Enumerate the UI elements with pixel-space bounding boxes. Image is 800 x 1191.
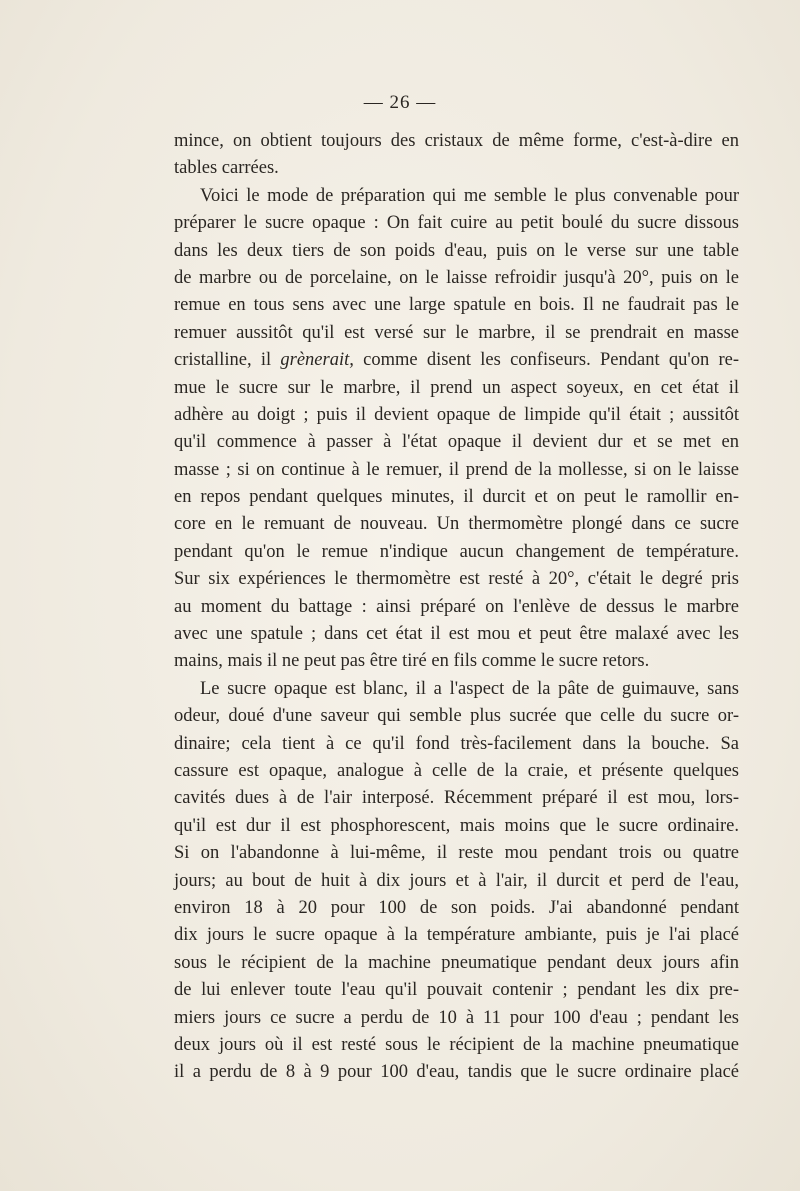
text-line: Sur six expériences le thermomètre est resté à 20°, c'était le degré pris bbox=[174, 569, 739, 590]
text-line: jours; au bout de huit à dix jours et à l'air, il durcit et perd de l'eau, bbox=[174, 870, 739, 891]
text-line: dinaire; cela tient à ce qu'il fond très-facilement dans la bouche. Sa bbox=[174, 733, 739, 754]
text-line: sous le récipient de la machine pneumatique pendant deux jours afin bbox=[174, 952, 739, 973]
text-line: remuer aussitôt qu'il est versé sur le marbre, il se prendrait en masse bbox=[174, 322, 739, 343]
text-line: mince, on obtient toujours des cristaux de même forme, c'est-à-dire en bbox=[174, 131, 739, 151]
text-line: miers jours ce sucre a perdu de 10 à 11 pour 100 d'eau ; pendant les bbox=[174, 1007, 739, 1028]
text-line: il a perdu de 8 à 9 pour 100 d'eau, tandis que le sucre ordinaire placé bbox=[174, 1062, 739, 1083]
text-line: préparer le sucre opaque : On fait cuire au petit boulé du sucre dissous bbox=[174, 213, 739, 234]
text-line: dans les deux tiers de son poids d'eau, puis on le verse sur une table bbox=[174, 240, 739, 261]
text-line: mains, mais il ne peut pas être tiré en fils comme le sucre retors. bbox=[174, 651, 650, 672]
text-line: masse ; si on continue à le remuer, il prend de la mollesse, si on le laisse bbox=[174, 459, 739, 480]
text-line: mue le sucre sur le marbre, il prend un aspect soyeux, en cet état il bbox=[174, 377, 739, 398]
text-line: avec une spatule ; dans cet état il est mou et peut être malaxé avec les bbox=[174, 624, 739, 645]
text-line: de lui enlever toute l'eau qu'il pouvait contenir ; pendant les dix pre- bbox=[174, 980, 739, 1001]
text-line: qu'il est dur il est phosphorescent, mais moins que le sucre ordinaire. bbox=[174, 815, 739, 836]
text-line: pendant qu'on le remue n'indique aucun changement de température. bbox=[174, 541, 739, 562]
text-line bbox=[174, 347, 739, 374]
body-text bbox=[174, 128, 739, 1087]
text-line: en repos pendant quelques minutes, il durcit et on peut le ramollir en- bbox=[174, 487, 739, 508]
text-line: cassure est opaque, analogue à celle de la craie, et présente quelques bbox=[174, 760, 739, 781]
text-line: cavités dues à de l'air interposé. Récemment préparé il est mou, lors- bbox=[174, 788, 739, 809]
text-line: deux jours où il est resté sous le récipient de la machine pneumatique bbox=[174, 1034, 739, 1055]
text-line: remue en tous sens avec une large spatule en bois. Il ne faudrait pas le bbox=[174, 295, 739, 316]
text-line: de marbre ou de porcelaine, on le laisse refroidir jusqu'à 20°, puis on le bbox=[174, 267, 739, 288]
text-line: core en le remuant de nouveau. Un thermomètre plongé dans ce sucre bbox=[174, 514, 739, 535]
text-line: au moment du battage : ainsi préparé on l'enlève de dessus le marbre bbox=[174, 596, 739, 617]
text-line: odeur, doué d'une saveur qui semble plus sucrée que celle du sucre or- bbox=[174, 706, 739, 727]
text-line: tables carrées. bbox=[174, 158, 279, 179]
text-segment: comme disent les confiseurs. Pendant qu'on re- bbox=[353, 350, 739, 371]
text-line: Voici le mode de préparation qui me semble le plus convenable pour bbox=[200, 185, 739, 206]
text-line: Le sucre opaque est blanc, il a l'aspect de la pâte de guimauve, sans bbox=[200, 678, 739, 699]
text-line: adhère au doigt ; puis il devient opaque de limpide qu'il était ; aussitôt bbox=[174, 404, 739, 425]
text-line: environ 18 à 20 pour 100 de son poids. J'ai abandonné pendant bbox=[174, 897, 739, 918]
text-segment: cristalline, il bbox=[174, 350, 281, 371]
text-line: Si on l'abandonne à lui-même, il reste mou pendant trois ou quatre bbox=[174, 843, 739, 864]
page-number: — 26 — bbox=[363, 92, 437, 113]
italic-term: grènerait, bbox=[280, 350, 354, 371]
text-line: dix jours le sucre opaque à la température ambiante, puis je l'ai placé bbox=[174, 925, 739, 946]
text-line: qu'il commence à passer à l'état opaque il devient dur et se met en bbox=[174, 432, 739, 453]
